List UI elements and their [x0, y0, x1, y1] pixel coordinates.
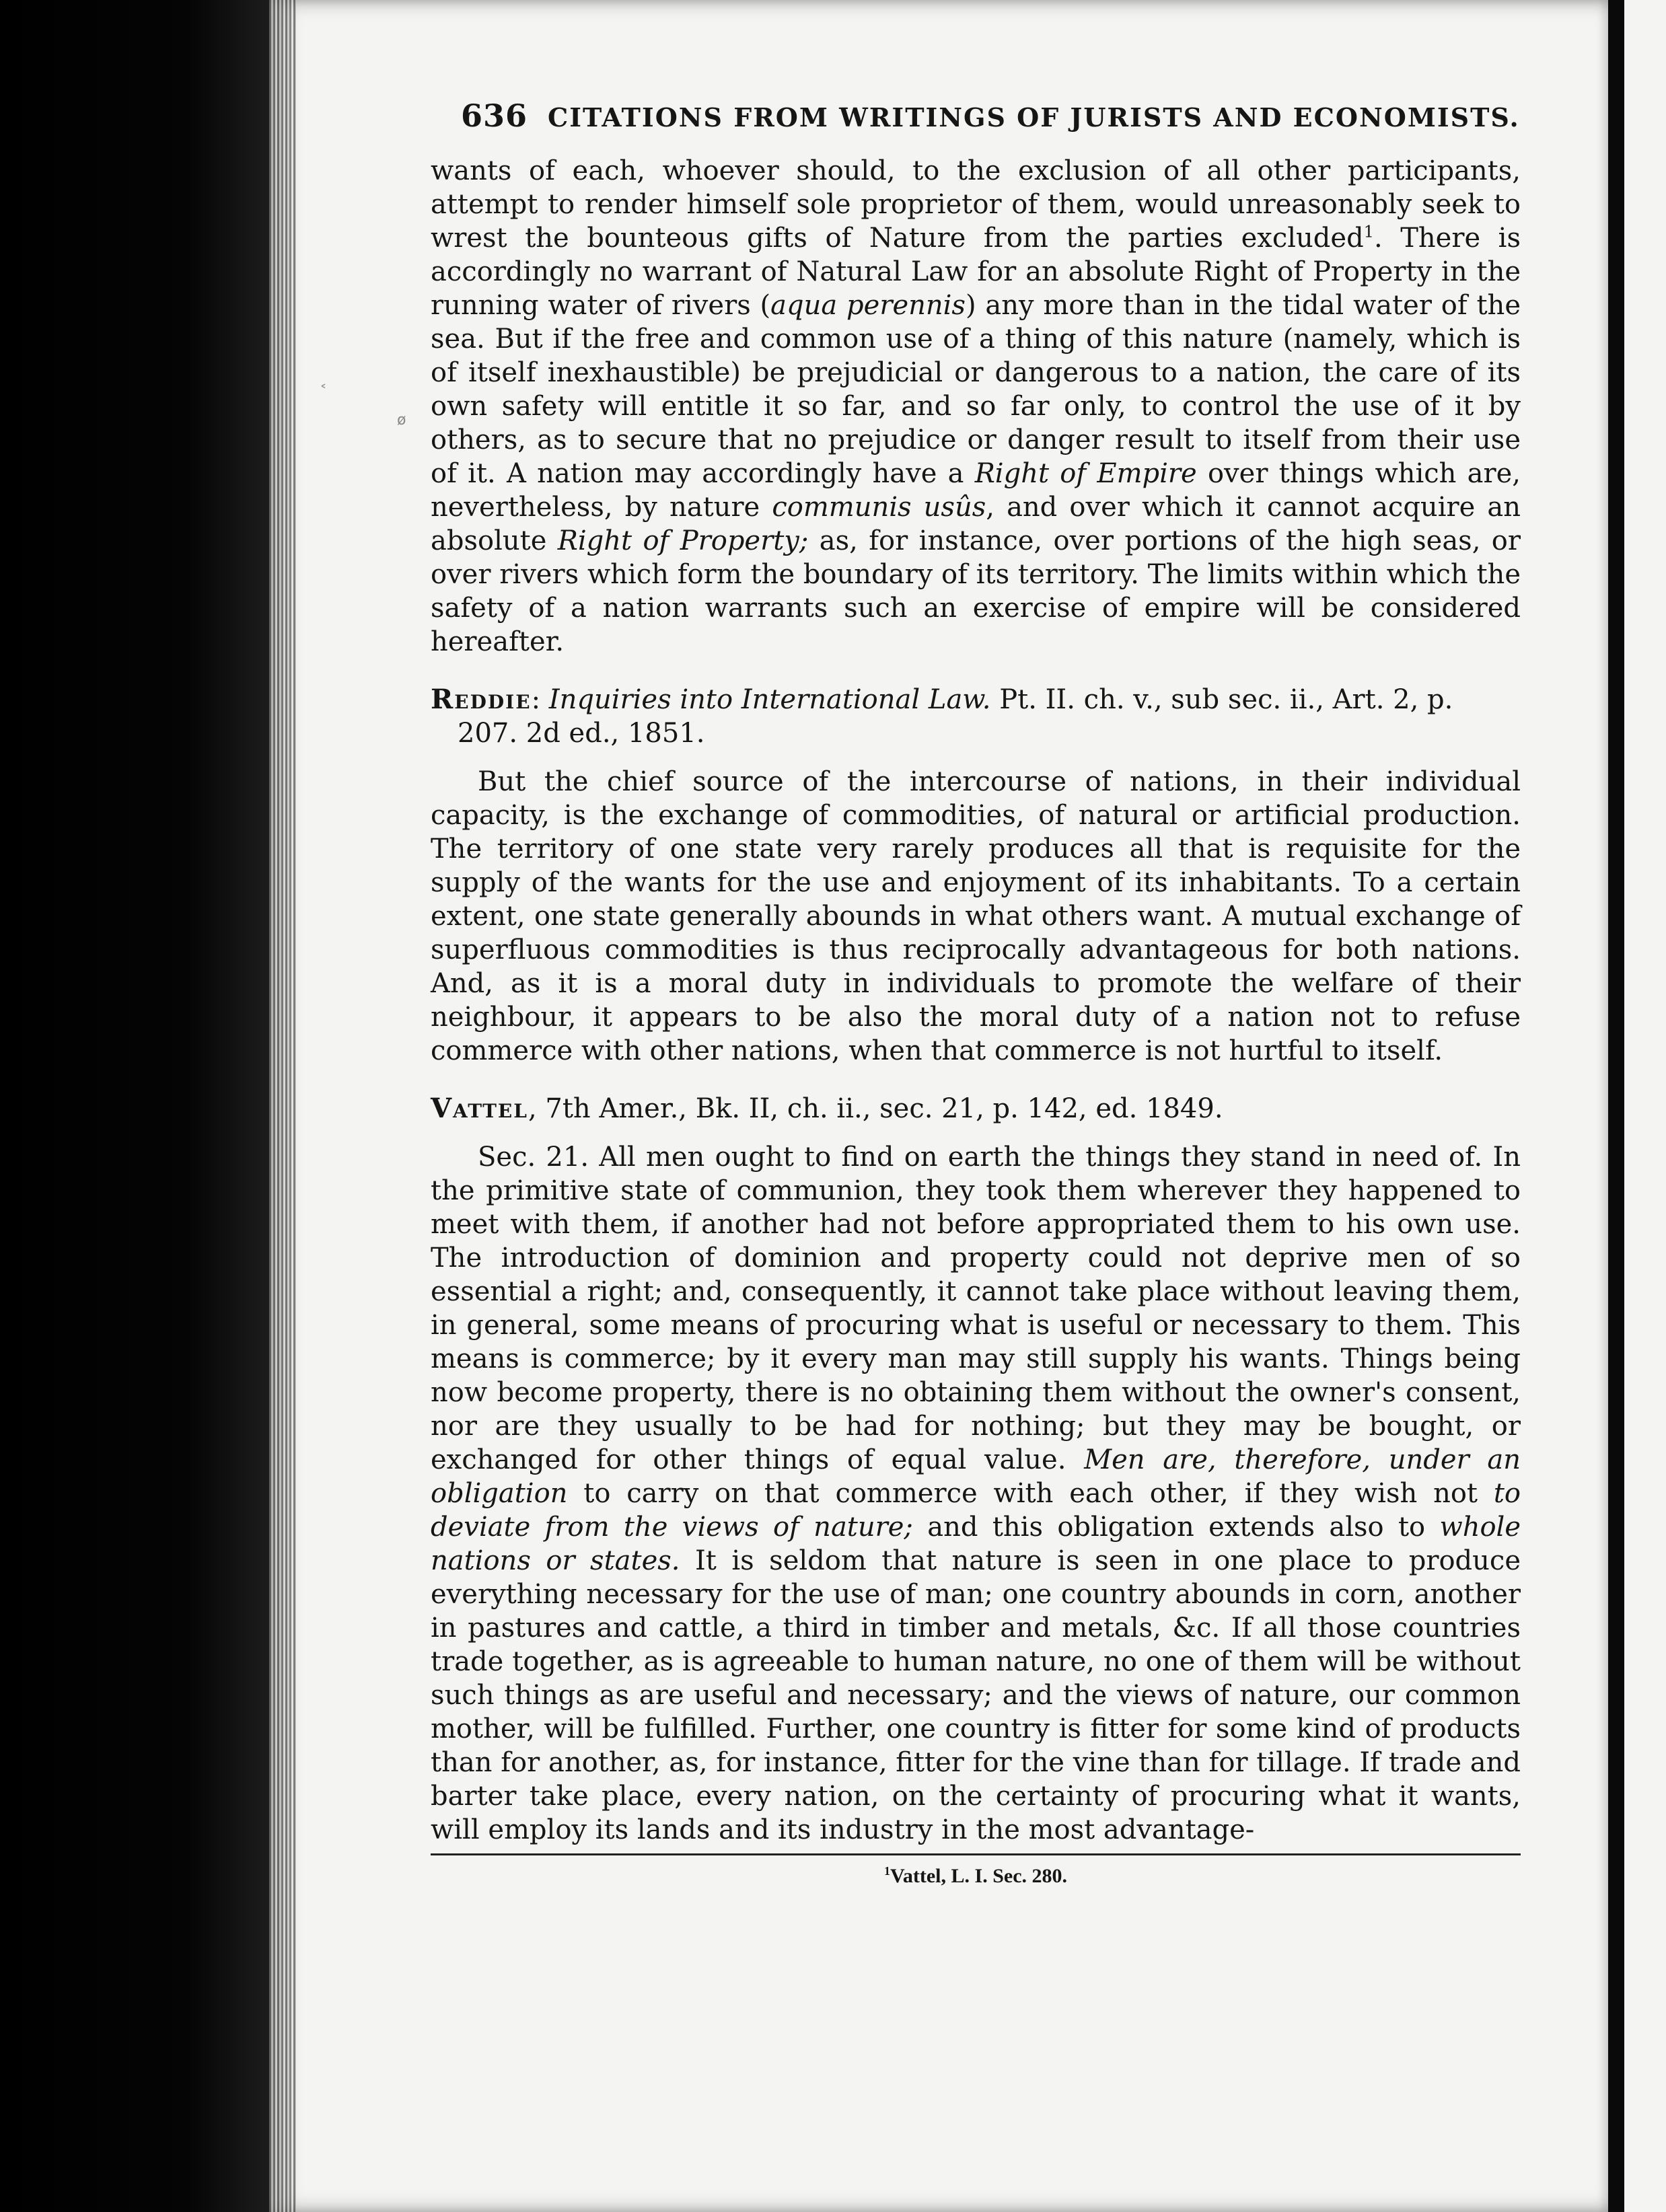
italic-run: aqua perennis — [770, 290, 966, 321]
text-run: Sec. 21. All men ought to find on earth the things they stand in need of. In the primitive state of communion, they took them wherever they happened to meet with them, if another had not before appropriated them to his own use. The introduction of dominion and property could not deprive men of so essential a right; and, consequently, it cannot take place without leaving them, in general, some means of procuring what is useful or necessary to them. This means is commerce; by it every man may still supply his wants. Things being now become property, there is no obtaining them without the owner's consent, nor are they usually to be had for nothing; but they may be bought, or exchanged for other things of equal value. — [431, 1142, 1521, 1475]
scan-speck: ø — [397, 412, 406, 429]
scan-margin-right — [1608, 0, 1666, 2212]
paragraph-vattel — [431, 1140, 1521, 1847]
text-run: , and over which it cannot acquire an absolute — [431, 492, 1521, 556]
footnote — [431, 1865, 1521, 1888]
citation-vattel — [431, 1092, 1521, 1126]
citation-reddie — [431, 683, 1521, 750]
running-head — [461, 98, 1521, 134]
text-run: wants of each, whoever should, to the exclusion of all other participants, attempt to render himself sole proprietor of them, would unreasonably seek to wrest the bounteous gifts of Nature from the parties excluded — [431, 155, 1521, 254]
footnote-mark: 1 — [1363, 222, 1374, 242]
citation-author: Vattel — [431, 1093, 528, 1124]
scan-speck: ˂ — [320, 383, 327, 400]
running-title: CITATIONS FROM WRITINGS OF JURISTS AND ECONOMISTS. — [548, 102, 1520, 133]
text-run: to carry on that commerce with each other, if they wish not — [567, 1478, 1494, 1509]
citation-details: , 7th Amer., Bk. II, ch. ii., sec. 21, p. 142, ed. 1849. — [528, 1093, 1223, 1124]
italic-run: whole nations or states. — [431, 1512, 1521, 1576]
text-run: ) any more than in the tidal water of the sea. But if the free and common use of a thing of this nature (namely, which is of itself inexhaustible) be prejudicial or dangerous to a nation, the care of its own safety will entitle it so far, and so far only, to control the use of it by others, as to secure that no prejudice or danger result to itself from their use of it. A nation may accordingly have a — [431, 290, 1521, 489]
italic-run: Right of Empire — [974, 458, 1197, 489]
text-run: . There is accordingly no warrant of Natural Law for an absolute Right of Property in the running water of rivers ( — [431, 223, 1521, 321]
scan-dark-bar-right — [1608, 0, 1624, 2212]
italic-run: Right of Property; — [557, 525, 809, 556]
text-run: over things which are, nevertheless, by nature — [431, 458, 1521, 523]
page-edge-stack — [269, 0, 296, 2212]
scan-dark-margin-left — [0, 0, 269, 2212]
text-run: as, for instance, over portions of the high seas, or over rivers which form the boundary of its territory. The limits within which the safety of a nation warrants such an exercise of empire will be considered hereafter. — [431, 525, 1521, 657]
paragraph-continuation — [431, 154, 1521, 659]
page-number: 636 — [461, 98, 528, 134]
citation-work-title: Inquiries into International Law. — [548, 684, 991, 715]
citation-details: Pt. II. ch. v., sub sec. ii., Art. 2, p. 207. 2d ed., 1851. — [458, 684, 1453, 749]
footnote-text: Vattel, L. I. Sec. 280. — [890, 1865, 1068, 1887]
italic-run: Men are, therefore, under an obligation — [431, 1444, 1521, 1509]
footnote-mark: 1 — [883, 1864, 890, 1878]
text-run: : — [531, 684, 549, 715]
page-content — [431, 98, 1521, 1888]
footnote-rule — [431, 1853, 1521, 1855]
citation-author: Reddie — [431, 684, 532, 715]
italic-run: communis usûs — [772, 492, 986, 523]
italic-run: to deviate from the views of nature; — [431, 1478, 1521, 1543]
text-run: It is seldom that nature is seen in one place to produce everything necessary for the use of man; one country abounds in corn, another in pastures and cattle, a third in timber and metals, &c. If all those countries trade together, as is agreeable to human nature, no one of them will be without such things as are useful and necessary; and the views of nature, our common mother, will be fulfilled. Further, one country is fitter for some kind of products than for another, as, for instance, fitter for the vine than for tillage. If trade and barter take place, every nation, on the certainty of procuring what it wants, will employ its lands and its industry in the most advantage- — [431, 1545, 1521, 1845]
paragraph-reddie: But the chief source of the intercourse of nations, in their individual capacity, is the exchange of commodities, of natural or artificial production. The territory of one state very rarely produces all that is requisite for the supply of the wants for the use and enjoyment of its inhabitants. To a certain extent, one state generally abounds in what others want. A mutual exchange of superfluous commodities is thus reciprocally advantageous for both nations. And, as it is a moral duty in individuals to promote the welfare of their neighbour, it appears to be also the moral duty of a nation not to refuse commerce with other nations, when that commerce is not hurtful to itself. — [431, 766, 1521, 1066]
text-run: and this obligation extends also to — [912, 1512, 1440, 1543]
